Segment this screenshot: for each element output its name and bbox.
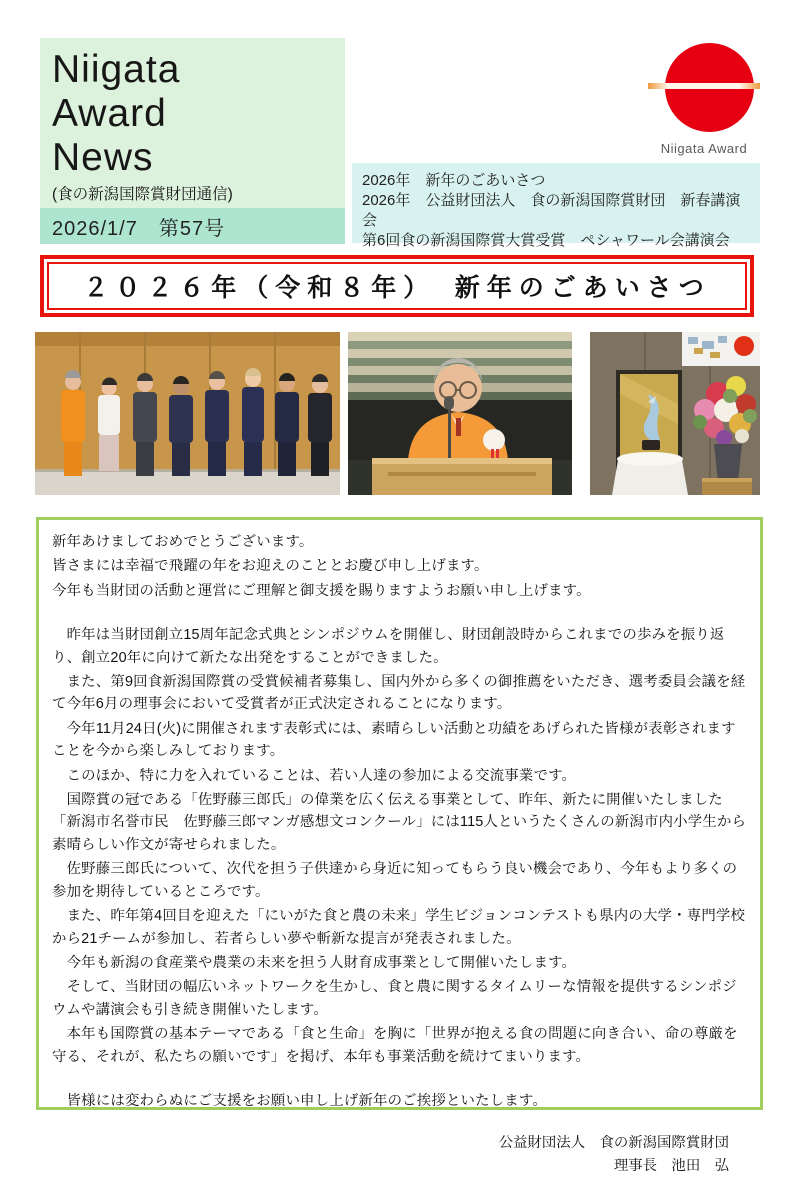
masthead-title xyxy=(52,48,345,180)
article-paragraph: 佐野藤三郎氏について、次代を担う子供達から身近に知ってもらう良い機会であり、今年もより多くの参加を期待しているところです。 xyxy=(52,861,738,900)
masthead-title-line3: News xyxy=(52,136,154,179)
masthead-title-line2: Award xyxy=(52,92,167,135)
signature-block xyxy=(52,1132,747,1178)
photo-trophy-illustration xyxy=(590,332,760,495)
table-of-contents xyxy=(352,163,760,249)
article-paragraph: 昨年は当財団創立15周年記念式典とシンポジウムを開催し、財団創設時からこれまでの歩みを振り返り、創立20年に向けて新たな出発をすることができました。 xyxy=(52,627,725,666)
headline-banner xyxy=(40,255,754,317)
article-paragraph: 今年も新潟の食産業や農業の未来を担う人財育成事業として開催いたします。 xyxy=(52,954,577,971)
article-paragraph: 皆さまには幸福で飛躍の年をお迎えのこととお慶び申し上げます。 xyxy=(52,558,489,575)
signature-organization: 公益財団法人 食の新潟国際賞財団 xyxy=(498,1135,729,1152)
photo-group-illustration xyxy=(35,332,340,495)
photo-trophy-and-flowers xyxy=(590,332,760,495)
article-paragraph: 新年あけましておめでとうございます。 xyxy=(52,534,314,550)
logo-caption: Niigata Award xyxy=(660,141,748,156)
niigata-award-logo xyxy=(648,43,760,159)
article-paragraph: また、昨年第4回目を迎えた「にいがた食と農の未来」学生ビジョンコンテストも県内の大学・専門学校から21チームが参加し、若者らしい夢や斬新な提言が発表されました。 xyxy=(52,908,746,947)
article-paragraph: 今年も当財団の活動と運営にご理解と御支援を賜りますようお願い申し上げます。 xyxy=(52,582,591,599)
article-paragraph: このほか、特に力を入れていることは、若い人達の参加による交流事業です。 xyxy=(52,767,577,784)
photo-speaker-illustration xyxy=(348,332,572,495)
issue-info: 2026/1/7 第57号 xyxy=(40,208,345,244)
toc-item: 2026年 公益財団法人 食の新潟国際賞財団 新春講演会 xyxy=(362,192,741,229)
article-paragraph: そして、当財団の幅広いネットワークを生かし、食と農に関するタイムリーな情報を提供するシンポジウムや講演会も引き続き開催いたします。 xyxy=(52,979,737,1018)
photo-group-of-awardees xyxy=(35,332,340,495)
signature-name: 理事長 池田 弘 xyxy=(613,1158,729,1175)
masthead-title-line1: Niigata xyxy=(52,48,181,91)
logo-horizon-band-icon xyxy=(648,83,760,89)
toc-item: 第6回食の新潟国際賞大賞受賞 ペシャワール会講演会 xyxy=(362,232,730,249)
new-year-greeting-article xyxy=(36,517,763,1175)
article-paragraph: また、第9回食新潟国際賞の受賞候補者募集し、国内外から多くの御推薦をいただき、選考委員会議を経て今年6月の理事会において受賞者が正式決定されることになります。 xyxy=(52,674,746,713)
headline-banner-inner xyxy=(47,262,747,310)
article-paragraph: 本年も国際賞の基本テーマである「食と生命」を胸に「世界が抱える食の問題に向き合い、命の尊厳を守る、それが、私たちの願いです」を掲げ、本年も事業活動を続けてまいります。 xyxy=(52,1026,738,1065)
toc-item: 2026年 新年のごあいさつ xyxy=(362,172,546,189)
masthead-subtitle: (食の新潟国際賞財団通信) xyxy=(52,186,233,203)
article-paragraph: 国際賞の冠である「佐野藤三郎氏」の偉業を広く伝える事業として、昨年、新たに開催いたしました「新潟市名誉市民 佐野藤三郎マンガ感想文コンクール」には115人というたくさんの新潟市内小学生から素晴らしい作文が寄せられました。 xyxy=(52,792,747,853)
masthead xyxy=(40,38,345,208)
article-closing-line: 皆様には変わらぬにご支援をお願い申し上げ新年のご挨拶といたします。 xyxy=(52,1092,547,1109)
photo-speaker-at-podium xyxy=(348,332,572,495)
headline-text: ２０２６年（令和８年） 新年のごあいさつ xyxy=(83,274,711,302)
article-paragraph: 今年11月24日(火)に開催されます表彰式には、素晴らしい活動と功績をあげられた皆様が表彰されますことを今から楽しみしております。 xyxy=(52,720,736,760)
